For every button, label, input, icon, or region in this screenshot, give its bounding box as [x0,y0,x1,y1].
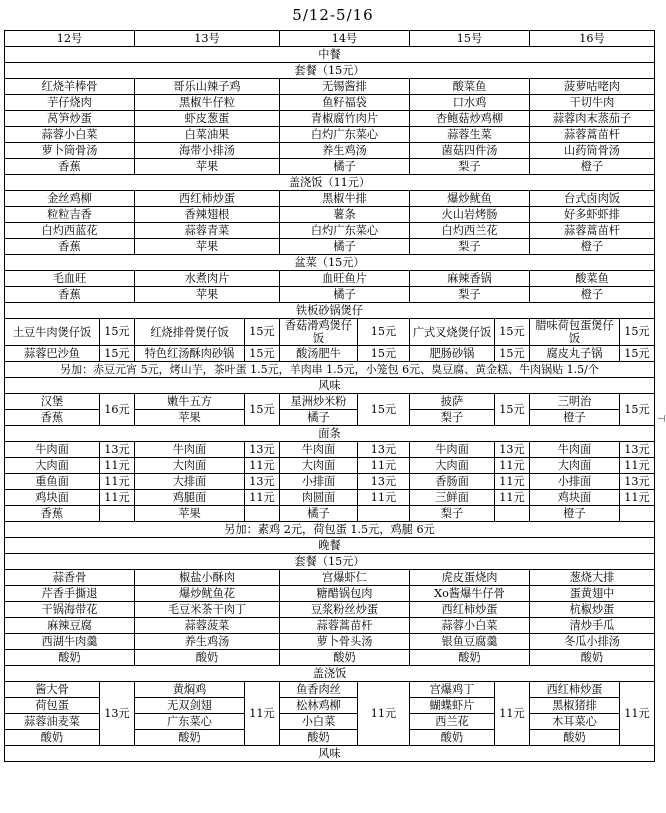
dish-cell: 香肠面 [410,474,495,490]
price-cell: 13元 [358,474,410,490]
dish-cell: 西红柿炒蛋 [530,682,620,698]
lunch-basin-label: 盆菜（15元） [5,255,655,271]
extra-note-row [5,362,655,378]
dish-cell: 黄焖鸡 [135,682,245,698]
dish-cell: 酱大骨 [5,682,100,698]
dish-cell: 海带小排汤 [135,143,280,159]
dish-cell: 虎皮蛋烧肉 [410,570,530,586]
dish-cell: 酸奶 [530,730,620,746]
lunch-rice-row [5,191,655,207]
lunch-rice-label-row [5,175,655,191]
price-cell: 13元 [620,474,655,490]
price-cell: 11元 [495,474,530,490]
lunch-set-label-row [5,63,655,79]
dish-cell: 蒜香骨 [5,570,135,586]
price-cell: 15元 [100,346,135,362]
dinner-set-label-row [5,554,655,570]
dish-cell: 白菜油果 [135,127,280,143]
price-cell: 11元 [495,458,530,474]
blank-cell [100,506,135,522]
dish-cell: 酸菜鱼 [410,79,530,95]
dish-cell: 麻辣香锅 [410,271,530,287]
dish-cell: 宫爆虾仁 [280,570,410,586]
dish-cell: 红烧羊棒骨 [5,79,135,95]
dish-cell: 白灼广东菜心 [280,127,410,143]
dish-cell: 豆浆粉丝炒蛋 [280,602,410,618]
dish-cell: 杭椒炒蛋 [530,602,655,618]
price-cell: 11元 [358,682,410,746]
dinner-rice-label-row [5,666,655,682]
lunch-rice-label: 盖浇饭（11元） [5,175,655,191]
dish-cell: 特色红汤酥肉砂锅 [135,346,245,362]
lunch-noodle-label: 面条 [5,426,655,442]
price-cell: 13元 [358,442,410,458]
dish-cell: 松林鸡柳 [280,698,358,714]
price-cell: 15元 [100,319,135,346]
blank-cell [620,506,655,522]
dish-cell: 酸菜鱼 [530,271,655,287]
dish-cell: 蒜蓉油麦菜 [5,714,100,730]
dish-cell: 香蕉 [5,287,135,303]
lunch-set-row [5,159,655,175]
dish-cell: 菌菇四件汤 [410,143,530,159]
lunch-rice-row [5,239,655,255]
dish-cell: 芋仔烧肉 [5,95,135,111]
lunch-label-row [5,47,655,63]
price-cell: 15元 [495,319,530,346]
price-cell: 15元 [495,394,530,426]
dish-cell: 薯条 [280,207,410,223]
dish-cell: 椒盐小酥肉 [135,570,280,586]
lunch-set-row [5,95,655,111]
dish-cell: 蛋黄翅中 [530,586,655,602]
dish-cell: 干锅海带花 [5,602,135,618]
fruit-cell: 香蕉 [5,506,100,522]
day-header-4: 15号 [410,31,530,47]
dish-cell: 橙子 [530,287,655,303]
dish-cell: 酸奶 [280,650,410,666]
dish-cell: 蝴蝶虾片 [410,698,495,714]
dish-cell: 台式卤肉饭 [530,191,655,207]
price-cell: 13元 [100,682,135,746]
noodle-row [5,474,655,490]
dish-cell: 大肉面 [410,458,495,474]
dish-cell: 荷包蛋 [5,698,100,714]
dish-cell: 牛肉面 [410,442,495,458]
dish-cell: 蒜蓉生菜 [410,127,530,143]
noodle-extra: 另加：素鸡 2元，荷包蛋 1.5元，鸡腿 6元 [5,522,655,538]
dish-cell: Xo酱爆牛仔骨 [410,586,530,602]
fruit-cell: 橙子 [530,506,620,522]
dish-cell: 鸡块面 [5,490,100,506]
lunch-basin-label-row [5,255,655,271]
dish-cell: 山药筒骨汤 [530,143,655,159]
price-cell: 15元 [620,346,655,362]
dinner-set-row [5,602,655,618]
price-cell: 15元 [620,394,655,426]
dish-cell: 无锡酱排 [280,79,410,95]
dish-cell: 爆炒鱿鱼花 [135,586,280,602]
dinner-set-row [5,650,655,666]
fruit-cell: 苹果 [135,506,245,522]
dish-cell: 蒜蓉菠菜 [135,618,280,634]
price-cell: 11元 [100,474,135,490]
dish-cell: 大肉面 [280,458,358,474]
dish-cell: 鸡腿面 [135,490,245,506]
price-cell: 11元 [100,458,135,474]
dish-cell: 莴笋炒蛋 [5,111,135,127]
day-header-row [5,31,655,47]
price-cell: 11元 [245,490,280,506]
dish-cell: 西湖牛肉羹 [5,634,135,650]
price-cell: 15元 [495,346,530,362]
dish-cell: 苹果 [135,239,280,255]
dish-cell: 清炒手瓜 [530,618,655,634]
price-cell: 13元 [495,442,530,458]
lunch-rice-row [5,223,655,239]
flavor-row [5,394,655,410]
dish-cell: 三明治 [530,394,620,410]
dish-cell: 橙子 [530,159,655,175]
dinner-flavor-label-row [5,746,655,762]
noodle-row [5,458,655,474]
dish-cell: 黑椒牛仔粒 [135,95,280,111]
dish-cell: 梨子 [410,287,530,303]
lunch-noodle-label-row [5,426,655,442]
dish-cell: 牛肉面 [280,442,358,458]
dish-cell: 金丝鸡柳 [5,191,135,207]
dinner-set-row [5,618,655,634]
dish-cell: 酸奶 [135,650,280,666]
price-cell: 11元 [620,682,655,746]
price-cell: 11元 [100,490,135,506]
dish-cell: 西兰花 [410,714,495,730]
dish-cell: 香辣翅根 [135,207,280,223]
dish-cell: 土豆牛肉煲仔饭 [5,319,100,346]
dish-cell: 鸡块面 [530,490,620,506]
dish-cell: 蒜蓉小白菜 [410,618,530,634]
dish-cell: 酸汤肥牛 [280,346,358,362]
dish-cell: 肉圆面 [280,490,358,506]
day-header-3: 14号 [280,31,410,47]
dish-cell: 青椒腐竹肉片 [280,111,410,127]
lunch-set-row [5,127,655,143]
dish-cell: 肥肠砂锅 [410,346,495,362]
claypot-row [5,319,655,346]
dish-cell: 橘子 [280,239,410,255]
lunch-label: 中餐 [5,47,655,63]
dish-cell: 披萨 [410,394,495,410]
page-title: 5/12-5/16 [292,6,374,24]
fruit-cell: 橘子 [280,506,358,522]
claypot-row [5,346,655,362]
dish-cell: 蒜蓉肉末蒸茄子 [530,111,655,127]
fruit-cell: 苹果 [135,410,245,426]
dish-cell: 血旺鱼片 [280,271,410,287]
price-cell: 11元 [620,458,655,474]
dish-cell: 酸奶 [5,730,100,746]
dish-cell: 苹果 [135,159,280,175]
dish-cell: 毛血旺 [5,271,135,287]
dish-cell: 蒜蓉蒿苗杆 [280,618,410,634]
price-cell: 11元 [358,458,410,474]
dish-cell: 冬瓜小排汤 [530,634,655,650]
price-cell: 15元 [245,394,280,426]
price-cell: 11元 [495,490,530,506]
lunch-set-row [5,143,655,159]
price-cell: 11元 [245,458,280,474]
dish-cell: 萝卜筒骨汤 [5,143,135,159]
dish-cell: 汉堡 [5,394,100,410]
lunch-basin-row [5,271,655,287]
dish-cell: 黑椒牛排 [280,191,410,207]
blank-cell [358,506,410,522]
dish-cell: 麻辣豆腐 [5,618,135,634]
dish-cell: 重鱼面 [5,474,100,490]
dish-cell: 酸奶 [5,650,135,666]
dinner-label-row [5,538,655,554]
dish-cell: 酸奶 [280,730,358,746]
dish-cell: 无双剑翅 [135,698,245,714]
dish-cell: 三鲜面 [410,490,495,506]
dinner-label: 晚餐 [5,538,655,554]
dish-cell: 水煮肉片 [135,271,280,287]
lunch-set-row [5,111,655,127]
dish-cell: 香蕉 [5,239,135,255]
dish-cell: 杏鲍菇炒鸡柳 [410,111,530,127]
dish-cell: 芹香手撕退 [5,586,135,602]
lunch-basin-row [5,287,655,303]
lunch-claypot-label-row [5,303,655,319]
dinner-set-row [5,570,655,586]
fruit-cell: 梨子 [410,506,495,522]
dish-cell: 酸奶 [530,650,655,666]
dish-cell: 黑椒猪排 [530,698,620,714]
dish-cell: 酸奶 [135,730,245,746]
dish-cell: 广东菜心 [135,714,245,730]
dish-cell: 蒜蓉巴沙鱼 [5,346,100,362]
price-cell: 11元 [245,682,280,746]
dish-cell: 腐皮丸子锅 [530,346,620,362]
dish-cell: 鱼香肉丝 [280,682,358,698]
lunch-claypot-label: 铁板砂锅煲仔 [5,303,655,319]
price-cell: 15元 [245,346,280,362]
price-cell: 11元 [620,490,655,506]
dish-cell: 鱼籽福袋 [280,95,410,111]
dinner-set-row [5,634,655,650]
dish-cell: 大肉面 [530,458,620,474]
dish-cell: 白灼广东菜心 [280,223,410,239]
blank-cell [245,506,280,522]
dish-cell: 橘子 [280,159,410,175]
dish-cell: 酸奶 [410,730,495,746]
scroll-handle-icon[interactable]: ⊣ [657,414,666,425]
dish-cell: 宫爆鸡丁 [410,682,495,698]
dish-cell: 西红柿炒蛋 [410,602,530,618]
dish-cell: 腊味荷包蛋煲仔饭 [530,319,620,346]
dish-cell: 银鱼豆腐羹 [410,634,530,650]
noodle-row [5,490,655,506]
price-cell: 13元 [620,442,655,458]
dish-cell: 橙子 [530,239,655,255]
lunch-flavor-label-row [5,378,655,394]
fruit-cell: 梨子 [410,410,495,426]
dish-cell: 火山岩烤肠 [410,207,530,223]
lunch-set-label: 套餐（15元） [5,63,655,79]
dish-cell: 小排面 [530,474,620,490]
blank-cell [495,506,530,522]
dish-cell: 小白菜 [280,714,358,730]
lunch-set-row [5,79,655,95]
dish-cell: 虾皮葱蛋 [135,111,280,127]
dinner-set-label: 套餐（15元） [5,554,655,570]
dish-cell: 哥乐山辣子鸡 [135,79,280,95]
lunch-flavor-label: 风味 [5,378,655,394]
dish-cell: 蒜蓉小白菜 [5,127,135,143]
dish-cell: 牛肉面 [530,442,620,458]
dish-cell: 酸奶 [410,650,530,666]
noodle-extra-row [5,522,655,538]
dinner-rice-label: 盖浇饭 [5,666,655,682]
dish-cell: 菠萝咕咾肉 [530,79,655,95]
dish-cell: 星洲炒米粉 [280,394,358,410]
dish-cell: 香菇滑鸡煲仔饭 [280,319,358,346]
price-cell: 15元 [620,319,655,346]
dish-cell: 大肉面 [5,458,100,474]
extra-note: 另加：赤豆元宵 5元，烤山芋，茶叶蛋 1.5元，羊肉串 1.5元，小笼包 6元、臭豆腐、黄金糕、牛肉锅贴 1.5/个 [5,362,655,378]
dish-cell: 牛肉面 [5,442,100,458]
dish-cell: 爆炒鱿鱼 [410,191,530,207]
dish-cell: 西红柿炒蛋 [135,191,280,207]
dish-cell: 糖醋锅包肉 [280,586,410,602]
dish-cell: 白灼西蓝花 [5,223,135,239]
dish-cell: 蒜蓉青菜 [135,223,280,239]
price-cell: 11元 [495,682,530,746]
dish-cell: 橘子 [280,287,410,303]
price-cell: 11元 [358,490,410,506]
menu-table [4,30,655,762]
fruit-cell: 香蕉 [5,410,100,426]
day-header-5: 16号 [530,31,655,47]
day-header-2: 13号 [135,31,280,47]
dish-cell: 口水鸡 [410,95,530,111]
dish-cell: 大排面 [135,474,245,490]
dinner-rice-row [5,682,655,698]
dish-cell: 红烧排骨煲仔饭 [135,319,245,346]
dish-cell: 木耳菜心 [530,714,620,730]
noodle-row [5,442,655,458]
dish-cell: 蒜蓉蒿苗杆 [530,127,655,143]
dish-cell: 苹果 [135,287,280,303]
dish-cell: 白灼西兰花 [410,223,530,239]
dish-cell: 萝卜骨头汤 [280,634,410,650]
dish-cell: 广式叉烧煲仔饭 [410,319,495,346]
dinner-set-row [5,586,655,602]
dish-cell: 嫩牛五方 [135,394,245,410]
dish-cell: 养生鸡汤 [135,634,280,650]
dish-cell: 干切牛肉 [530,95,655,111]
dish-cell: 梨子 [410,239,530,255]
dish-cell: 牛肉面 [135,442,245,458]
price-cell: 13元 [245,474,280,490]
dish-cell: 小排面 [280,474,358,490]
price-cell: 13元 [100,442,135,458]
price-cell: 16元 [100,394,135,426]
day-header-1: 12号 [5,31,135,47]
dish-cell: 梨子 [410,159,530,175]
fruit-cell: 橘子 [280,410,358,426]
dish-cell: 葱烧大排 [530,570,655,586]
dish-cell: 蒜蓉蒿苗杆 [530,223,655,239]
price-cell: 15元 [245,319,280,346]
fruit-cell: 橙子 [530,410,620,426]
lunch-rice-row [5,207,655,223]
dinner-flavor-label: 风味 [5,746,655,762]
price-cell: 15元 [358,394,410,426]
price-cell: 13元 [245,442,280,458]
dish-cell: 大肉面 [135,458,245,474]
price-cell: 15元 [358,319,410,346]
dish-cell: 好多虾虾排 [530,207,655,223]
price-cell: 15元 [358,346,410,362]
dish-cell: 养生鸡汤 [280,143,410,159]
noodle-fruit-row [5,506,655,522]
dish-cell: 香蕉 [5,159,135,175]
dish-cell: 粒粒吉香 [5,207,135,223]
dish-cell: 毛豆米茶干肉丁 [135,602,280,618]
